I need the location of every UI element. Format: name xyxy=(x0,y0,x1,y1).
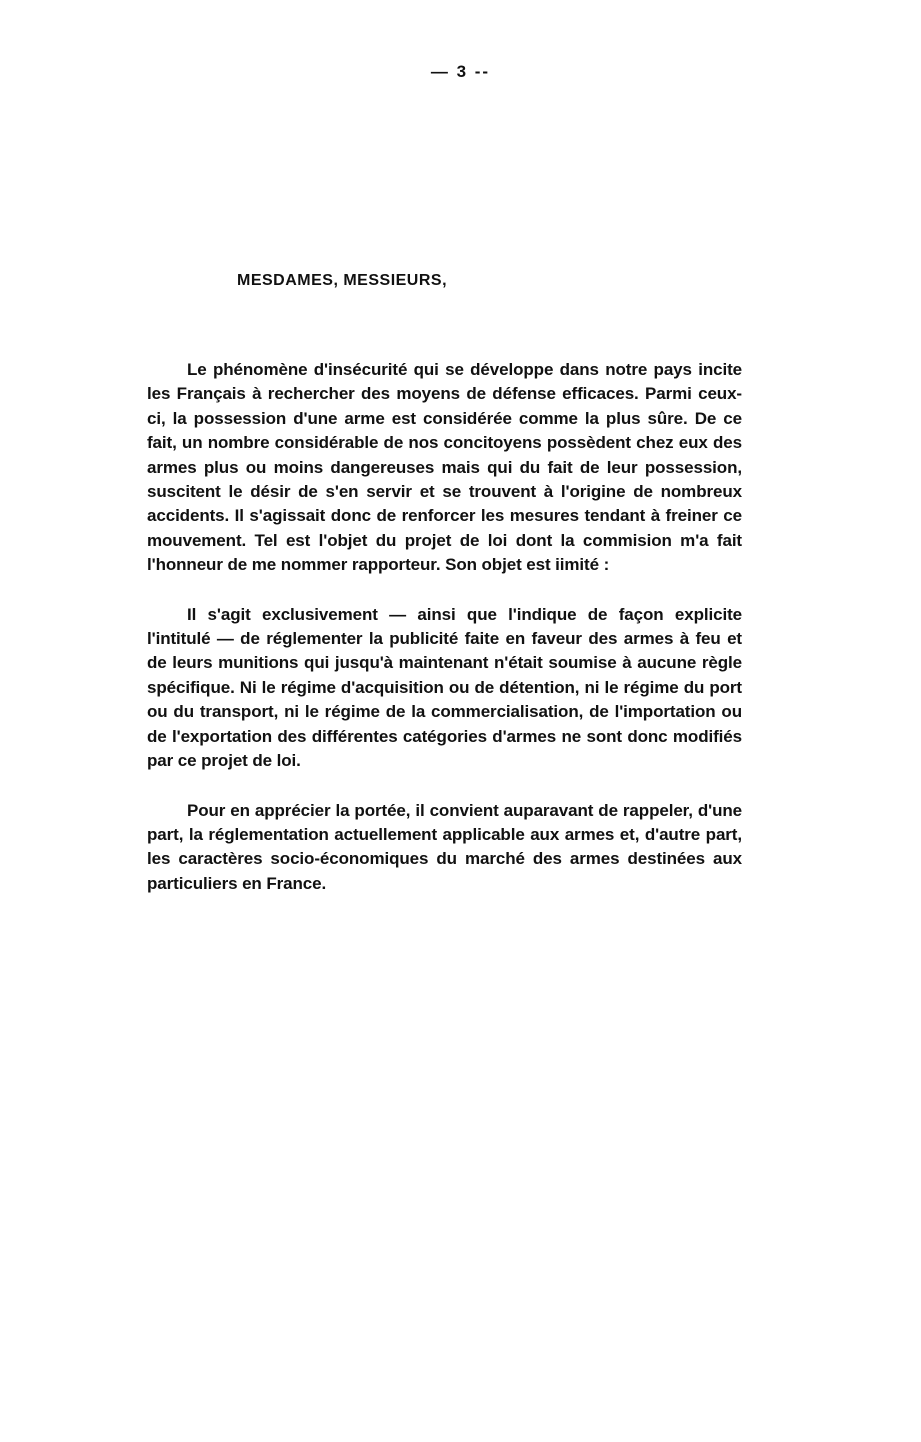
paragraph-2: Il s'agit exclusivement — ainsi que l'indique de façon explicite l'intitulé — de réglementer la publicité faite en faveur des armes à feu et de leurs munitions qui jusqu'à maintenant n'était soumise à aucune règle spécifique. Ni le régime d'acquisition ou de détention, ni le régime du port ou du transport, ni le régime de la commercialisation, de l'importation ou de l'exportation des différentes catégories d'armes ne sont donc modifiés par ce projet de loi. xyxy=(147,604,742,771)
salutation: MESDAMES, MESSIEURS, xyxy=(237,272,448,289)
paragraph-3: Pour en apprécier la portée, il convient auparavant de rappeler, d'une part, la réglementation actuellement applicable aux armes et, d'autre part, les caractères socio-économiques du marché des armes destinées aux particuliers en France. xyxy=(147,800,742,893)
page-number: — 3 -- xyxy=(430,62,491,81)
paragraph-1: Le phénomène d'insécurité qui se développe dans notre pays incite les Français à rechercher des moyens de défense efficaces. Parmi ceux-ci, la possession d'une arme est considérée comme la plus sûre. De ce fait, un nombre considérable de nos concitoyens possèdent chez eux des armes plus ou moins dangereuses mais qui du fait de leur possession, suscitent le désir de s'en servir et se trouvent à l'origine de nombreux accidents. Il s'agissait donc de renforcer les mesures tendant à freiner ce mouvement. Tel est l'objet du projet de loi dont la commision m'a fait l'honneur de me nommer rapporteur. Son objet est iimité : xyxy=(147,360,742,575)
body-text xyxy=(147,358,742,896)
